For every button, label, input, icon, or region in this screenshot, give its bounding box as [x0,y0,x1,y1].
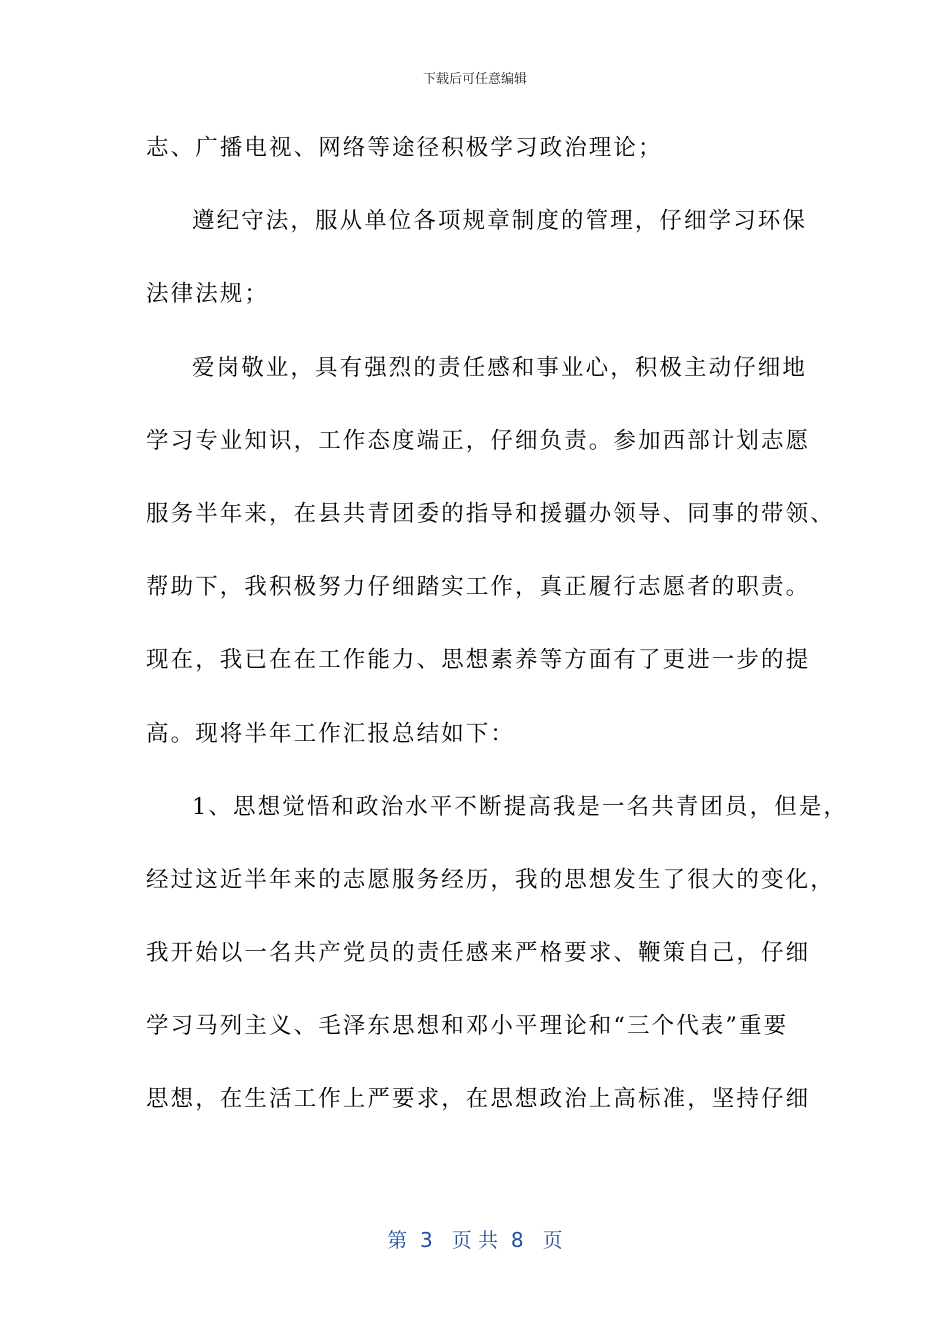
header-note: 下载后可任意编辑 [422,72,527,87]
text-line: 志、广播电视、网络等途径积极学习政治理论； [146,135,663,161]
text-line: 爱岗敬业，具有强烈的责任感和事业心，积极主动仔细地 [192,354,808,381]
text-line: 经过这近半年来的志愿服务经历，我的思想发生了很大的变化， [146,866,835,893]
text-line: 帮助下，我积极努力仔细踏实工作，真正履行志愿者的职责。 [146,574,811,601]
text-line: 法律法规； [146,281,270,308]
text-line: 遵纪守法，服从单位各项规章制度的管理，仔细学习环保 [192,208,808,235]
text-line: 1、思想觉悟和政治水平不断提高我是一名共青团员，但是， [192,793,849,820]
text-line: 现在，我已在在工作能力、思想素养等方面有了更进一步的提 [146,647,811,674]
text-line: 学习马列主义、毛泽东思想和邓小平理论和“三个代表”重要 [146,1013,789,1040]
page-number: 第 3 页 共 8 页 [387,1228,563,1252]
text-line: 服务半年来，在县共青团委的指导和援疆办领导、同事的带领、 [146,500,835,527]
text-line: 学习专业知识，工作态度端正，仔细负责。参加西部计划志愿 [146,427,811,454]
text-line: 高。现将半年工作汇报总结如下： [146,720,516,747]
text-line: 我开始以一名共产党员的责任感来严格要求、鞭策自己，仔细 [146,940,811,967]
text-line: 思想，在生活工作上严要求，在思想政治上高标准，坚持仔细 [146,1086,811,1113]
document-body [146,112,849,1137]
